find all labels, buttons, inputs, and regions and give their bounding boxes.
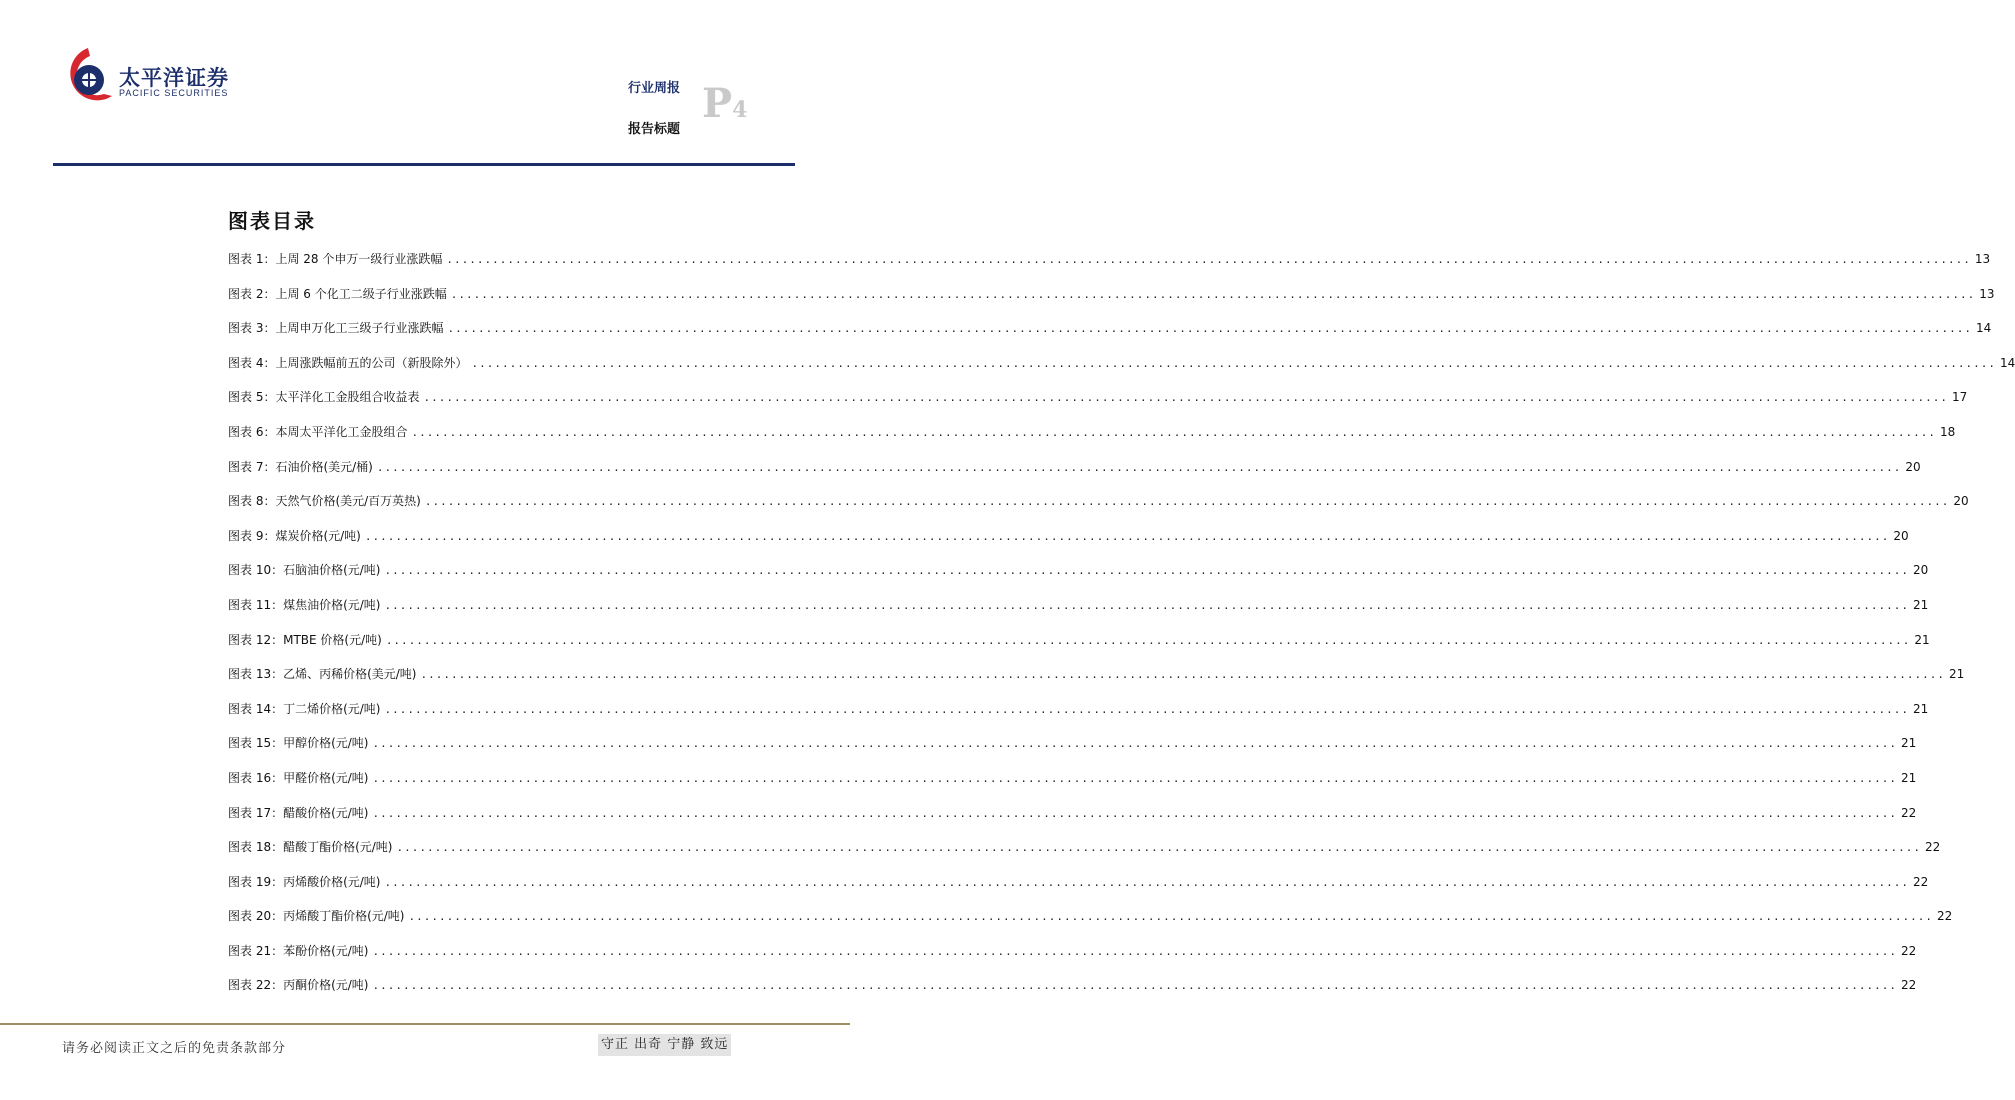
toc-list	[228, 242, 2015, 1003]
header-divider	[53, 163, 795, 166]
toc-entry-page: 21	[1901, 770, 1917, 785]
toc-entry[interactable]	[228, 865, 1929, 900]
toc-entry-label: 图表 10：石脑油价格(元/吨)	[228, 563, 381, 578]
toc-leader-dots: ........................................................................................................................................................................................................	[447, 322, 1972, 336]
toc-entry-label: 图表 11：煤焦油价格(元/吨)	[228, 597, 381, 612]
toc-entry-page: 22	[1937, 909, 1953, 924]
toc-entry-label: 图表 1：上周 28 个申万一级行业涨跌幅	[228, 252, 443, 266]
toc-entry[interactable]	[228, 553, 1929, 588]
toc-entry[interactable]	[228, 726, 1917, 761]
toc-entry[interactable]	[228, 450, 1921, 485]
toc-entry[interactable]	[228, 484, 1969, 519]
toc-entry-label: 图表 15：甲醇价格(元/吨)	[228, 736, 369, 751]
toc-entry-page: 14	[1999, 355, 2015, 370]
toc-entry-label: 图表 19：丙烯酸价格(元/吨)	[228, 874, 381, 889]
toc-entry-page: 17	[1951, 390, 1968, 405]
toc-entry[interactable]	[228, 796, 1917, 831]
toc-leader-dots: ........................................................................................................................................................................................................	[364, 529, 1890, 543]
toc-entry[interactable]	[228, 588, 1929, 623]
toc-entry-label: 图表 18：醋酸丁酯价格(元/吨)	[228, 840, 393, 855]
toc-entry[interactable]	[228, 761, 1917, 796]
toc-leader-dots: ........................................................................................................................................................................................................	[384, 564, 1910, 578]
toc-entry[interactable]	[228, 346, 2015, 381]
footer-motto: 守正 出奇 宁静 致远	[598, 1034, 731, 1056]
toc-leader-dots: ........................................................................................................................................................................................................	[396, 841, 1922, 855]
toc-entry[interactable]	[228, 311, 1992, 346]
toc-leader-dots: ........................................................................................................................................................................................................	[384, 598, 1910, 612]
toc-entry-label: 图表 7：石油价格(美元/桶)	[228, 459, 373, 474]
toc-entry-label: 图表 4：上周涨跌幅前五的公司（新股除外）	[228, 355, 468, 370]
toc-entry-page: 20	[1905, 459, 1921, 474]
toc-entry-page: 21	[1914, 632, 1930, 647]
toc-leader-dots: ........................................................................................................................................................................................................	[372, 944, 1898, 958]
toc-entry-page: 22	[1901, 943, 1917, 958]
toc-entry-page: 21	[1913, 597, 1929, 612]
toc-entry-label: 图表 22：丙酮价格(元/吨)	[228, 978, 369, 993]
toc-leader-dots: ........................................................................................................................................................................................................	[376, 460, 1902, 474]
toc-leader-dots: ........................................................................................................................................................................................................	[471, 356, 1996, 370]
toc-entry-label: 图表 16：甲醛价格(元/吨)	[228, 770, 369, 785]
toc-leader-dots: ........................................................................................................................................................................................................	[385, 633, 1911, 647]
toc-entry[interactable]	[228, 899, 1953, 934]
toc-entry[interactable]	[228, 934, 1917, 969]
page-prefix: P	[702, 80, 733, 127]
toc-entry[interactable]	[228, 380, 1968, 415]
toc-leader-dots: ........................................................................................................................................................................................................	[408, 910, 1934, 924]
toc-entry[interactable]	[228, 277, 1995, 312]
page-number-value: 4	[732, 97, 748, 123]
footer-divider	[0, 1023, 850, 1025]
company-logo	[58, 44, 228, 116]
toc-leader-dots: ........................................................................................................................................................................................................	[420, 668, 1946, 682]
report-title: 报告标题	[628, 122, 681, 137]
toc-entry-label: 图表 17：醋酸价格(元/吨)	[228, 805, 369, 820]
toc-entry-page: 20	[1913, 563, 1929, 578]
toc-entry-page: 22	[1901, 805, 1917, 820]
footer-disclaimer: 请务必阅读正文之后的免责条款部分	[62, 1041, 287, 1056]
toc-entry-page: 22	[1925, 840, 1941, 855]
toc-entry[interactable]	[228, 415, 1956, 450]
logo-chinese-name: 太平洋证券	[119, 66, 229, 90]
logo-english-name: PACIFIC SECURITIES	[119, 88, 229, 98]
toc-entry-label: 图表 14：丁二烯价格(元/吨)	[228, 701, 381, 716]
toc-entry-label: 图表 20：丙烯酸丁酯价格(元/吨)	[228, 909, 405, 924]
toc-entry-label: 图表 21：苯酚价格(元/吨)	[228, 943, 369, 958]
toc-entry-page: 22	[1913, 874, 1929, 889]
toc-entry-page: 22	[1901, 978, 1917, 993]
toc-entry-label: 图表 13：乙烯、丙稀价格(美元/吨)	[228, 667, 417, 682]
toc-entry[interactable]	[228, 692, 1929, 727]
toc-leader-dots: ........................................................................................................................................................................................................	[423, 391, 1948, 405]
toc-entry-label: 图表 2：上周 6 个化工二级子行业涨跌幅	[228, 286, 447, 301]
toc-entry-page: 20	[1953, 494, 1969, 509]
toc-leader-dots: ........................................................................................................................................................................................................	[424, 495, 1950, 509]
toc-heading: 图表目录	[228, 209, 316, 233]
toc-entry[interactable]	[228, 242, 1991, 277]
toc-entry[interactable]	[228, 830, 1941, 865]
toc-leader-dots: ........................................................................................................................................................................................................	[411, 425, 1936, 439]
toc-entry-page: 21	[1901, 736, 1917, 751]
toc-leader-dots: ........................................................................................................................................................................................................	[372, 771, 1898, 785]
toc-entry-page: 13	[1974, 252, 1991, 266]
toc-entry-page: 18	[1939, 424, 1956, 439]
toc-entry-page: 14	[1975, 321, 1992, 336]
toc-entry-label: 图表 8：天然气价格(美元/百万英热)	[228, 494, 421, 509]
toc-entry[interactable]	[228, 623, 1930, 658]
pacific-securities-logo-icon	[58, 44, 116, 116]
report-type: 行业周报	[628, 81, 681, 96]
toc-entry[interactable]	[228, 657, 1965, 692]
toc-entry-page: 20	[1893, 528, 1909, 543]
toc-entry-page: 21	[1949, 667, 1965, 682]
toc-leader-dots: ........................................................................................................................................................................................................	[372, 737, 1898, 751]
toc-entry-page: 13	[1979, 286, 1995, 301]
toc-entry[interactable]	[228, 519, 1909, 554]
toc-entry-label: 图表 3：上周申万化工三级子行业涨跌幅	[228, 321, 444, 336]
toc-entry-label: 图表 12：MTBE 价格(元/吨)	[228, 632, 382, 647]
toc-entry-page: 21	[1913, 701, 1929, 716]
toc-leader-dots: ........................................................................................................................................................................................................	[450, 287, 1976, 301]
toc-leader-dots: ........................................................................................................................................................................................................	[446, 253, 1971, 266]
toc-entry-label: 图表 9：煤炭价格(元/吨)	[228, 528, 361, 543]
toc-leader-dots: ........................................................................................................................................................................................................	[372, 806, 1898, 820]
toc-leader-dots: ........................................................................................................................................................................................................	[372, 979, 1898, 993]
toc-leader-dots: ........................................................................................................................................................................................................	[384, 702, 1910, 716]
toc-entry-label: 图表 6：本周太平洋化工金股组合	[228, 424, 408, 439]
page-number	[702, 80, 748, 130]
toc-entry-label: 图表 5：太平洋化工金股组合收益表	[228, 390, 420, 405]
toc-entry[interactable]	[228, 968, 1917, 1003]
toc-leader-dots: ........................................................................................................................................................................................................	[384, 875, 1910, 889]
